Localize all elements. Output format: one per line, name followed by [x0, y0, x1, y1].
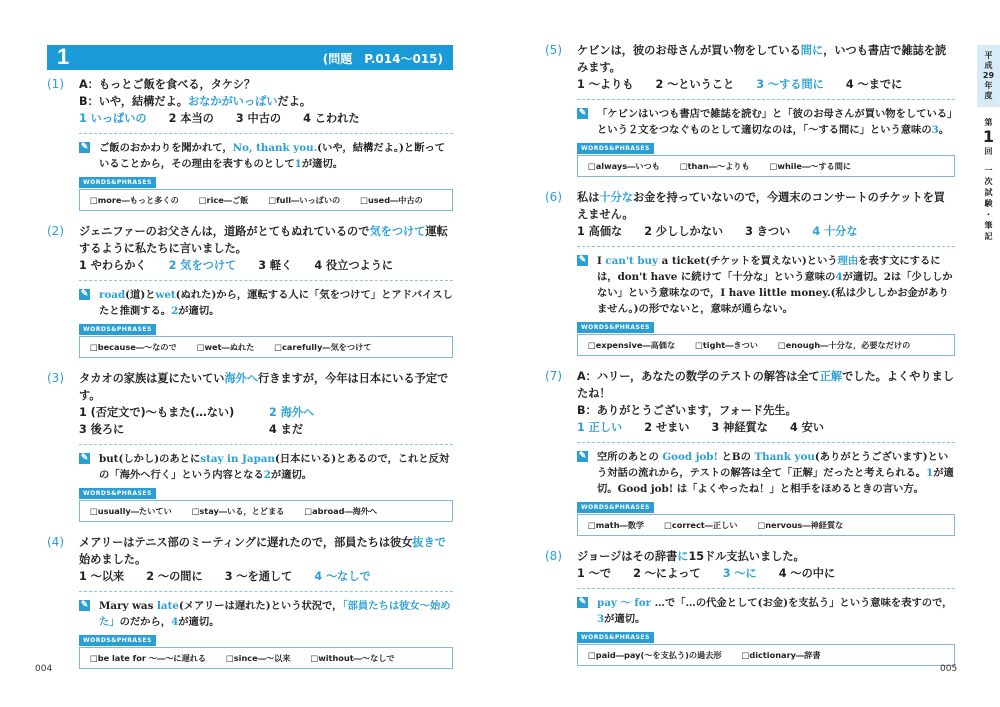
section-number: 1 — [57, 44, 70, 69]
answer-option: 3 ～を通して — [224, 570, 293, 583]
vocab-item: □always―いつも — [588, 161, 660, 171]
page-number-left: 004 — [35, 664, 53, 674]
text-segment: but(しかし)のあとに — [99, 453, 201, 465]
words-phrases-label: WORDS&PHRASES — [79, 635, 156, 646]
question-body — [577, 368, 955, 536]
vocab-item: □rice―ご飯 — [198, 195, 249, 205]
words-phrases-box — [577, 155, 955, 177]
question-number: (5) — [545, 43, 562, 57]
text-segment: ジェニファーのお父さんは，道路がとてもぬれているので — [79, 225, 370, 238]
text-segment: ご飯のおかわりを聞かれて， — [99, 142, 233, 154]
text-segment: (道)と — [125, 289, 156, 301]
answer-option: 3 きつい — [745, 225, 791, 238]
dashed-divider — [577, 99, 955, 100]
question-line — [577, 402, 955, 419]
question-number: (2) — [47, 224, 64, 238]
question-body — [79, 76, 453, 211]
text-segment: ジョージはその辞書 — [577, 550, 678, 563]
question-5 — [545, 42, 955, 177]
answer-option: 2 ～の間に — [146, 570, 203, 583]
highlighted-text: No, thank you. — [232, 142, 318, 154]
vocab-item: □since―～以来 — [226, 653, 291, 663]
question-body — [577, 548, 955, 666]
text-segment: が適切。 — [604, 613, 646, 625]
highlighted-text: 3 — [597, 613, 605, 625]
vocab-item: □while―～する間に — [769, 161, 852, 171]
question-line — [79, 93, 453, 110]
year-tab — [977, 45, 1000, 107]
question-line — [79, 370, 453, 404]
correct-option: 1 いっぱいの — [79, 112, 147, 125]
highlighted-text: 理由 — [837, 255, 859, 267]
vocab-item: □full―いっぱいの — [268, 195, 341, 205]
vocab-item: □stay―いる，とどまる — [191, 506, 285, 516]
text-segment: を表す文にするには，don't have に続けて「十分な」という意味の — [597, 255, 941, 283]
highlighted-text: 2 — [263, 469, 271, 481]
highlighted-text: 4 — [835, 271, 843, 283]
exam-round — [977, 117, 1000, 242]
answer-option: 4 ～までに — [845, 78, 903, 91]
right-question-column — [545, 42, 955, 666]
text-segment: が適切。 — [301, 158, 343, 170]
answer-option: 2 ～によって — [633, 567, 701, 580]
vocab-item: □correct―正しい — [664, 520, 738, 530]
explanation — [577, 106, 955, 138]
correct-option: 2 海外へ — [269, 406, 315, 419]
pencil-icon: ✎ — [578, 255, 587, 265]
question-body — [79, 534, 453, 669]
correct-option: 1 正しい — [577, 421, 623, 434]
page-number-right: 005 — [940, 664, 958, 674]
right-page — [500, 0, 977, 707]
vocab-item: □used―中古の — [360, 195, 423, 205]
answer-option: 1 (否定文で)～もまた(…ない) — [79, 406, 235, 419]
answer-option: 2 せまい — [644, 421, 690, 434]
text-segment: 。 — [938, 124, 950, 136]
pencil-icon: ✎ — [80, 142, 89, 152]
vocab-item: □nervous―神経質な — [757, 520, 844, 530]
vocab-item: □tight―きつい — [695, 340, 758, 350]
text-segment: a ticket(チケットを買えない)という — [658, 255, 838, 267]
explanation — [79, 451, 453, 483]
dashed-divider — [79, 133, 453, 134]
pencil-icon: ✎ — [80, 289, 89, 299]
text-segment: 15ドル支払いました。 — [688, 550, 805, 563]
question-2 — [47, 223, 453, 358]
highlighted-text: Good job! — [662, 451, 719, 463]
text-segment: が適切。2は「少ししかない」という意味なので，I have little money.(私は少ししかお金がありません。)の形でないと，意味が通らない。 — [597, 271, 953, 315]
question-line — [79, 76, 453, 93]
explanation — [79, 598, 453, 630]
answer-options — [577, 223, 955, 240]
words-phrases-box — [79, 500, 453, 522]
correct-option: 3 ～に — [722, 567, 757, 580]
answer-options — [79, 110, 453, 127]
answer-option: 1 ～よりも — [577, 78, 634, 91]
vocab-item: □because―～なので — [90, 342, 177, 352]
question-line — [577, 368, 955, 402]
question-line — [577, 42, 955, 76]
year-char: 成 — [984, 61, 993, 70]
text-segment: ケビンは，彼のお母さんが買い物をしている — [577, 44, 801, 57]
question-7 — [545, 368, 955, 536]
text-segment: が適切。 — [178, 305, 220, 317]
question-line — [79, 223, 453, 257]
text-segment: が適切。Good job! は「よくやったね！」と相手をほめるときの言い方。 — [597, 467, 954, 495]
exam-char: 筆 — [984, 221, 993, 230]
question-line — [577, 548, 955, 565]
highlighted-text: 正解 — [819, 370, 843, 383]
words-phrases-box — [79, 647, 453, 669]
question-body — [79, 223, 453, 358]
question-body — [577, 189, 955, 356]
text-segment: 運転するように私たちに言いました。 — [79, 225, 448, 255]
text-segment: (ぬれた)から，運転する人に「気をつけて」とアドバイスしたと推測する。 — [99, 289, 453, 317]
dashed-divider — [79, 591, 453, 592]
highlighted-text: 2 — [171, 305, 179, 317]
text-segment: とBの — [718, 451, 755, 463]
answer-option: 2 本当の — [168, 112, 214, 125]
words-phrases-box — [79, 189, 453, 211]
text-segment: Mary was — [99, 600, 157, 612]
highlighted-text: 海外へ — [224, 372, 259, 385]
answer-option: 2 少ししかない — [644, 225, 724, 238]
exam-char: ・ — [984, 210, 993, 219]
highlighted-text: 十分な — [599, 191, 633, 204]
text-segment: I — [597, 255, 606, 267]
answer-options — [577, 565, 955, 582]
question-3 — [47, 370, 453, 522]
answer-option: 4 ～の中に — [778, 567, 836, 580]
answer-option: 1 高価な — [577, 225, 623, 238]
words-phrases-label: WORDS&PHRASES — [79, 324, 156, 335]
dashed-divider — [577, 246, 955, 247]
explanation — [577, 449, 955, 497]
text-segment: B：ありがとうございます，フォード先生。 — [577, 404, 797, 417]
highlighted-text: 4 — [171, 616, 179, 628]
vocab-item: □enough―十分な，必要なだけの — [777, 340, 911, 350]
answer-option: 4 安い — [789, 421, 824, 434]
answer-option: 4 役立つように — [314, 259, 394, 272]
vocab-item: □without―～なしで — [310, 653, 395, 663]
dashed-divider — [79, 444, 453, 445]
vocab-item: □math―数学 — [588, 520, 645, 530]
dashed-divider — [577, 588, 955, 589]
explanation — [79, 140, 453, 172]
text-segment: (いや，結構だよ。)と断っていることから，その理由を表すものとして — [99, 142, 446, 170]
round-char: 回 — [984, 147, 993, 156]
highlighted-text: late — [156, 600, 179, 612]
question-body — [79, 370, 453, 522]
question-4 — [47, 534, 453, 669]
words-phrases-box — [577, 334, 955, 356]
question-line — [79, 534, 453, 568]
spacer — [977, 157, 1000, 165]
explanation — [79, 287, 453, 319]
problem-page-reference: (問題 P.014～015) — [322, 52, 443, 66]
vocab-item: □expensive―高価な — [588, 340, 676, 350]
highlighted-text: 「部員たちは彼女～始めた」 — [99, 600, 451, 628]
answer-option: 1 ～で — [577, 567, 612, 580]
round-char: 第 — [984, 118, 993, 127]
vocab-item: □than―～よりも — [679, 161, 750, 171]
question-1 — [47, 76, 453, 211]
text-segment: …で「…の代金として(お金)を支払う」という意味を表すので， — [651, 597, 953, 609]
highlighted-text: 3 — [931, 124, 939, 136]
explanation — [577, 595, 955, 627]
text-segment: お金を持っていないので，今週末のコンサートのチケットを買えません。 — [577, 191, 945, 221]
answer-options — [79, 568, 453, 585]
answer-option: 3 後ろに — [79, 423, 125, 436]
words-phrases-label: WORDS&PHRASES — [577, 322, 654, 333]
text-segment: タカオの家族は夏にたいてい — [79, 372, 225, 385]
section-header — [47, 45, 453, 70]
text-segment: ，いつも書店で雑誌を読みます。 — [577, 44, 947, 74]
pencil-icon: ✎ — [578, 451, 587, 461]
words-phrases-box — [577, 644, 955, 666]
highlighted-text: 1 — [926, 467, 934, 479]
highlighted-text: wet — [155, 289, 176, 301]
question-8 — [545, 548, 955, 666]
pencil-icon: ✎ — [80, 600, 89, 610]
vocab-item: □dictionary―辞書 — [741, 650, 821, 660]
year-char: 平 — [984, 51, 993, 60]
vocab-item: □wet―ぬれた — [196, 342, 255, 352]
answer-option: 3 神経質な — [711, 421, 768, 434]
words-phrases-label: WORDS&PHRASES — [79, 177, 156, 188]
answer-option: 3 軽く — [258, 259, 293, 272]
words-phrases-label: WORDS&PHRASES — [577, 502, 654, 513]
vocab-item: □abroad―海外へ — [304, 506, 378, 516]
text-segment: A：ハリー，あなたの数学のテストの解答は全て — [577, 370, 820, 383]
answer-option: 1 ～以来 — [79, 570, 125, 583]
year-char: 29 — [982, 71, 995, 80]
vocab-item: □usually―たいてい — [90, 506, 172, 516]
highlighted-text: に — [677, 550, 689, 563]
text-segment: でした。よくやりましたね！ — [577, 370, 954, 400]
question-number: (4) — [47, 535, 64, 549]
answer-options — [79, 404, 453, 438]
vocab-item: □carefully―気をつけて — [274, 342, 372, 352]
answer-option: 3 中古の — [235, 112, 282, 125]
answer-option: 4 まだ — [269, 423, 304, 436]
question-number: (3) — [47, 371, 64, 385]
answer-option: 2 ～ということ — [655, 78, 735, 91]
highlighted-text: おなかがいっぱい — [188, 95, 278, 108]
text-segment: (ありがとうございます)という対話の流れから，テストの解答は全て「正解」だったと考えられる。 — [597, 451, 949, 479]
correct-option: 2 気をつけて — [168, 259, 237, 272]
round-char: 1 — [982, 127, 995, 146]
highlighted-text: Thank you — [754, 451, 815, 463]
highlighted-text: pay ～ for — [597, 597, 652, 609]
text-segment: メアリーはテニス部のミーティングに遅れたので，部員たちは彼女 — [79, 536, 413, 549]
question-line — [577, 189, 955, 223]
text-segment: が適切。 — [270, 469, 313, 481]
correct-option: 4 十分な — [812, 225, 858, 238]
text-segment: だよ。 — [277, 95, 312, 108]
pencil-icon: ✎ — [578, 597, 587, 607]
answer-options — [577, 76, 955, 93]
exam-char: 記 — [984, 232, 993, 241]
text-segment: (メアリーは遅れた)という状況で， — [178, 600, 343, 612]
side-index-tab — [977, 45, 1000, 242]
question-number: (1) — [47, 77, 64, 91]
answer-options — [577, 419, 955, 436]
vocab-item: □paid―pay(～を支払う)の過去形 — [588, 650, 722, 660]
text-segment: 空所のあとの — [597, 451, 663, 463]
text-segment: 「ケビンはいつも書店で雑誌を読む」と「彼のお母さんが買い物をしている」という２文をつなぐものとして適切なのは，「～する間に」という意味の — [597, 108, 953, 136]
vocab-item: □be late for ～―～に遅れる — [90, 653, 207, 663]
question-number: (7) — [545, 369, 562, 383]
vocab-item: □more―もっと多くの — [90, 195, 179, 205]
words-phrases-label: WORDS&PHRASES — [577, 143, 654, 154]
question-number: (6) — [545, 190, 562, 204]
highlighted-text: 抜きで — [412, 536, 446, 549]
pencil-icon: ✎ — [578, 108, 587, 118]
explanation — [577, 253, 955, 317]
correct-option: 4 ～なしで — [314, 570, 371, 583]
words-phrases-label: WORDS&PHRASES — [79, 488, 156, 499]
highlighted-text: stay in Japan — [200, 453, 275, 465]
year-char: 年 — [984, 81, 993, 90]
question-number: (8) — [545, 549, 562, 563]
text-segment: A：もっとご飯を食べる，タケシ？ — [79, 78, 256, 91]
year-char: 度 — [984, 91, 993, 100]
answer-option: 1 やわらかく — [79, 259, 147, 272]
highlighted-text: 間に — [800, 44, 824, 57]
words-phrases-box — [577, 514, 955, 536]
pencil-icon: ✎ — [80, 453, 89, 463]
question-body — [577, 42, 955, 177]
exam-char: 試 — [984, 188, 993, 197]
text-segment: (日本にいる)とあるので，これと反対の「海外へ行く」という内容となる — [99, 453, 450, 481]
text-segment: のだから， — [119, 616, 172, 628]
highlighted-text: road — [99, 289, 126, 301]
correct-option: 3 ～する間に — [756, 78, 824, 91]
left-question-column — [47, 76, 453, 669]
text-segment: 始めました。 — [79, 553, 147, 566]
answer-options — [79, 257, 453, 274]
dashed-divider — [79, 280, 453, 281]
words-phrases-box — [79, 336, 453, 358]
exam-char: 次 — [984, 177, 993, 186]
text-segment: 私は — [577, 191, 600, 204]
highlighted-text: can't buy — [605, 255, 658, 267]
highlighted-text: 気をつけて — [369, 225, 426, 238]
text-segment: B：いや，結構だよ。 — [79, 95, 188, 108]
dashed-divider — [577, 442, 955, 443]
answer-option: 4 こわれた — [303, 112, 360, 125]
text-segment: が適切。 — [178, 616, 220, 628]
highlighted-text: 1 — [294, 158, 302, 170]
words-phrases-label: WORDS&PHRASES — [577, 632, 654, 643]
exam-char: 一 — [984, 166, 993, 175]
text-segment: 行きますが，今年は日本にいる予定です。 — [79, 372, 449, 402]
question-6 — [545, 189, 955, 356]
exam-char: 験 — [984, 199, 993, 208]
